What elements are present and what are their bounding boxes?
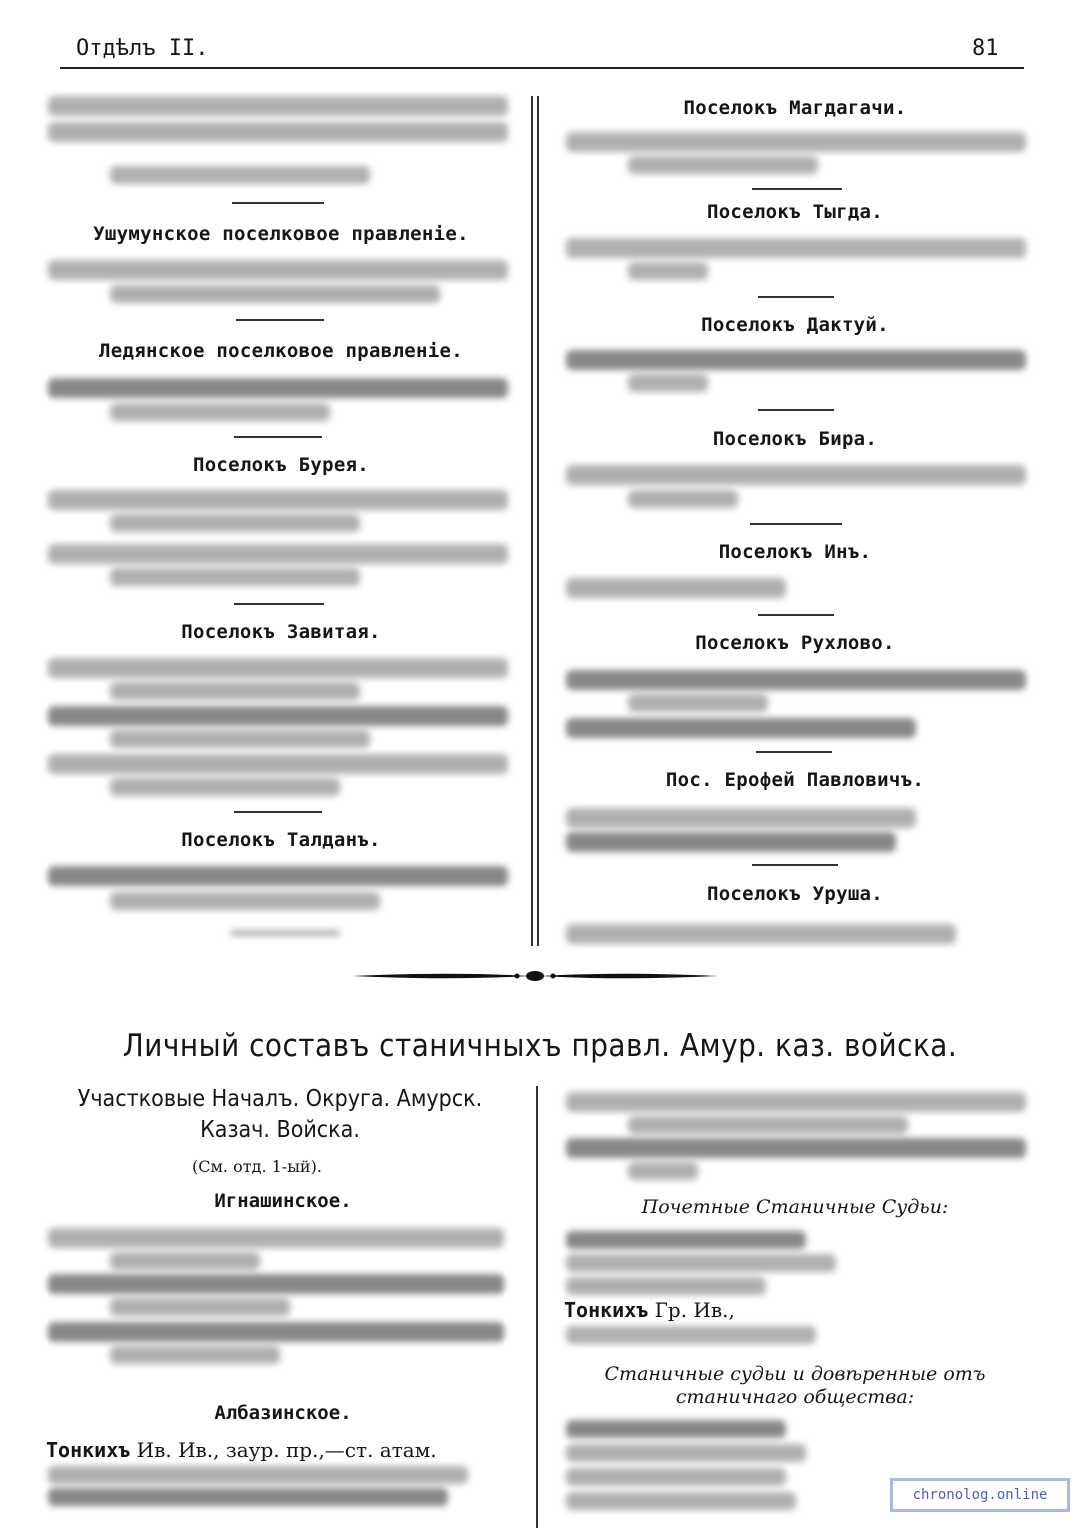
blurred-text [566, 808, 916, 828]
entry-surname: Тонкихъ [564, 1298, 649, 1322]
blurred-text [110, 730, 370, 748]
separator [752, 864, 838, 866]
blurred-text [566, 670, 1026, 690]
blurred-text [628, 694, 768, 712]
entry-tonkikh-gr [564, 1298, 735, 1322]
blurred-text [566, 718, 916, 738]
blurred-text [566, 1277, 766, 1295]
separator [750, 523, 842, 525]
heading-in: Поселокъ Инъ. [718, 541, 872, 563]
blurred-text [628, 1162, 698, 1180]
blurred-text [566, 832, 896, 852]
blurred-text [110, 778, 340, 796]
blurred-text [628, 1116, 908, 1134]
entry-tonkikh-iv [46, 1438, 437, 1462]
blurred-text [566, 1444, 806, 1462]
blurred-text [110, 682, 360, 700]
column-divider-top-2 [537, 96, 539, 946]
blurred-text [48, 658, 508, 678]
blurred-text [566, 924, 956, 944]
separator [234, 603, 324, 605]
blurred-text [48, 1274, 504, 1294]
entry-details: Гр. Ив., [654, 1298, 735, 1322]
heading-ledyansk: Ледянское поселковое правленіе. [99, 340, 463, 362]
stanitsa-judges-heading-line1: Станичные судьи и довѣренные отъ [604, 1363, 986, 1385]
blurred-text [566, 1468, 786, 1486]
blurred-text [628, 262, 708, 280]
column-divider-bottom [536, 1086, 538, 1528]
heading-urusha: Поселокъ Уруша. [706, 883, 884, 905]
blurred-text [48, 706, 508, 726]
heading-rukhlovo: Поселокъ Рухлово. [695, 632, 895, 654]
heading-tygda: Поселокъ Тыгда. [706, 201, 884, 223]
subheading-line2: Казач. Войска. [200, 1117, 360, 1143]
separator [758, 409, 834, 411]
blurred-text [48, 544, 508, 564]
blurred-text [628, 374, 708, 392]
ornament-divider [350, 966, 720, 986]
blurred-text [566, 1092, 1026, 1112]
entry-details: Ив. Ив., заур. пр.,—ст. атам. [136, 1438, 437, 1462]
heading-zavitaya: Поселокъ Завитая. [181, 621, 381, 643]
blurred-text [628, 490, 738, 508]
separator [236, 319, 324, 321]
cross-reference-note: (См. отд. 1-ый). [192, 1157, 322, 1176]
separator [758, 614, 834, 616]
section-label: Отдѣлъ II. [76, 36, 209, 61]
blurred-text [48, 1322, 504, 1342]
blurred-text [566, 350, 1026, 370]
blurred-text [48, 378, 508, 398]
heading-bira: Поселокъ Бира. [712, 428, 878, 450]
heading-albazinskoe: Албазинское. [214, 1402, 352, 1424]
watermark-badge[interactable]: chronolog.online [890, 1478, 1070, 1512]
blurred-text [48, 1466, 468, 1484]
blurred-text [110, 166, 370, 184]
column-divider-top-1 [531, 96, 533, 946]
separator [234, 436, 322, 438]
heading-ignashinskoe: Игнашинское. [214, 1190, 352, 1212]
blurred-text [48, 122, 508, 142]
separator [758, 296, 834, 298]
blurred-text [566, 1420, 786, 1438]
header-rule [60, 67, 1024, 69]
blurred-text [566, 1231, 806, 1249]
separator [232, 202, 324, 204]
blurred-text [566, 1492, 796, 1510]
separator [752, 188, 842, 190]
blurred-text [48, 866, 508, 886]
page-number: 81 [972, 36, 999, 61]
blurred-text [48, 260, 508, 280]
stanitsa-judges-heading-line2: станичнаго общества: [675, 1386, 915, 1408]
blurred-text [48, 96, 508, 116]
honorary-judges-heading: Почетные Станичные Судьи: [641, 1196, 949, 1218]
heading-bureya: Поселокъ Бурея. [192, 454, 370, 476]
entry-surname: Тонкихъ [46, 1438, 131, 1462]
separator [756, 751, 832, 753]
heading-ushumun: Ушумунское поселковое правленіе. [93, 223, 469, 245]
blurred-text [110, 285, 440, 303]
blurred-text [48, 754, 508, 774]
separator [234, 811, 322, 813]
heading-magdagachi: Поселокъ Магдагачи. [683, 97, 907, 119]
heading-erofey: Пос. Ерофей Павловичъ. [665, 769, 925, 791]
heading-taldan: Поселокъ Талданъ. [181, 829, 381, 851]
blurred-text [566, 1326, 816, 1344]
heading-daktuy: Поселокъ Дактуй. [701, 314, 889, 336]
blurred-text [110, 403, 330, 421]
blurred-text [110, 892, 380, 910]
blurred-text [48, 1488, 448, 1506]
blurred-text [48, 490, 508, 510]
blurred-text [566, 1138, 1026, 1158]
blurred-text [230, 930, 340, 936]
blurred-text [566, 132, 1026, 152]
blurred-text [110, 514, 360, 532]
blurred-text [566, 465, 1026, 485]
blurred-text [110, 1298, 290, 1316]
blurred-text [566, 1254, 836, 1272]
blurred-text [110, 1346, 280, 1364]
blurred-text [628, 156, 818, 174]
blurred-text [48, 1228, 504, 1248]
section-title: Личный составъ станичныхъ правл. Амур. каз. войска. [122, 1028, 958, 1064]
subheading-line1: Участковые Началъ. Округа. Амурск. [77, 1086, 483, 1112]
blurred-text [110, 568, 360, 586]
blurred-text [566, 578, 786, 598]
blurred-text [110, 1252, 260, 1270]
blurred-text [566, 238, 1026, 258]
